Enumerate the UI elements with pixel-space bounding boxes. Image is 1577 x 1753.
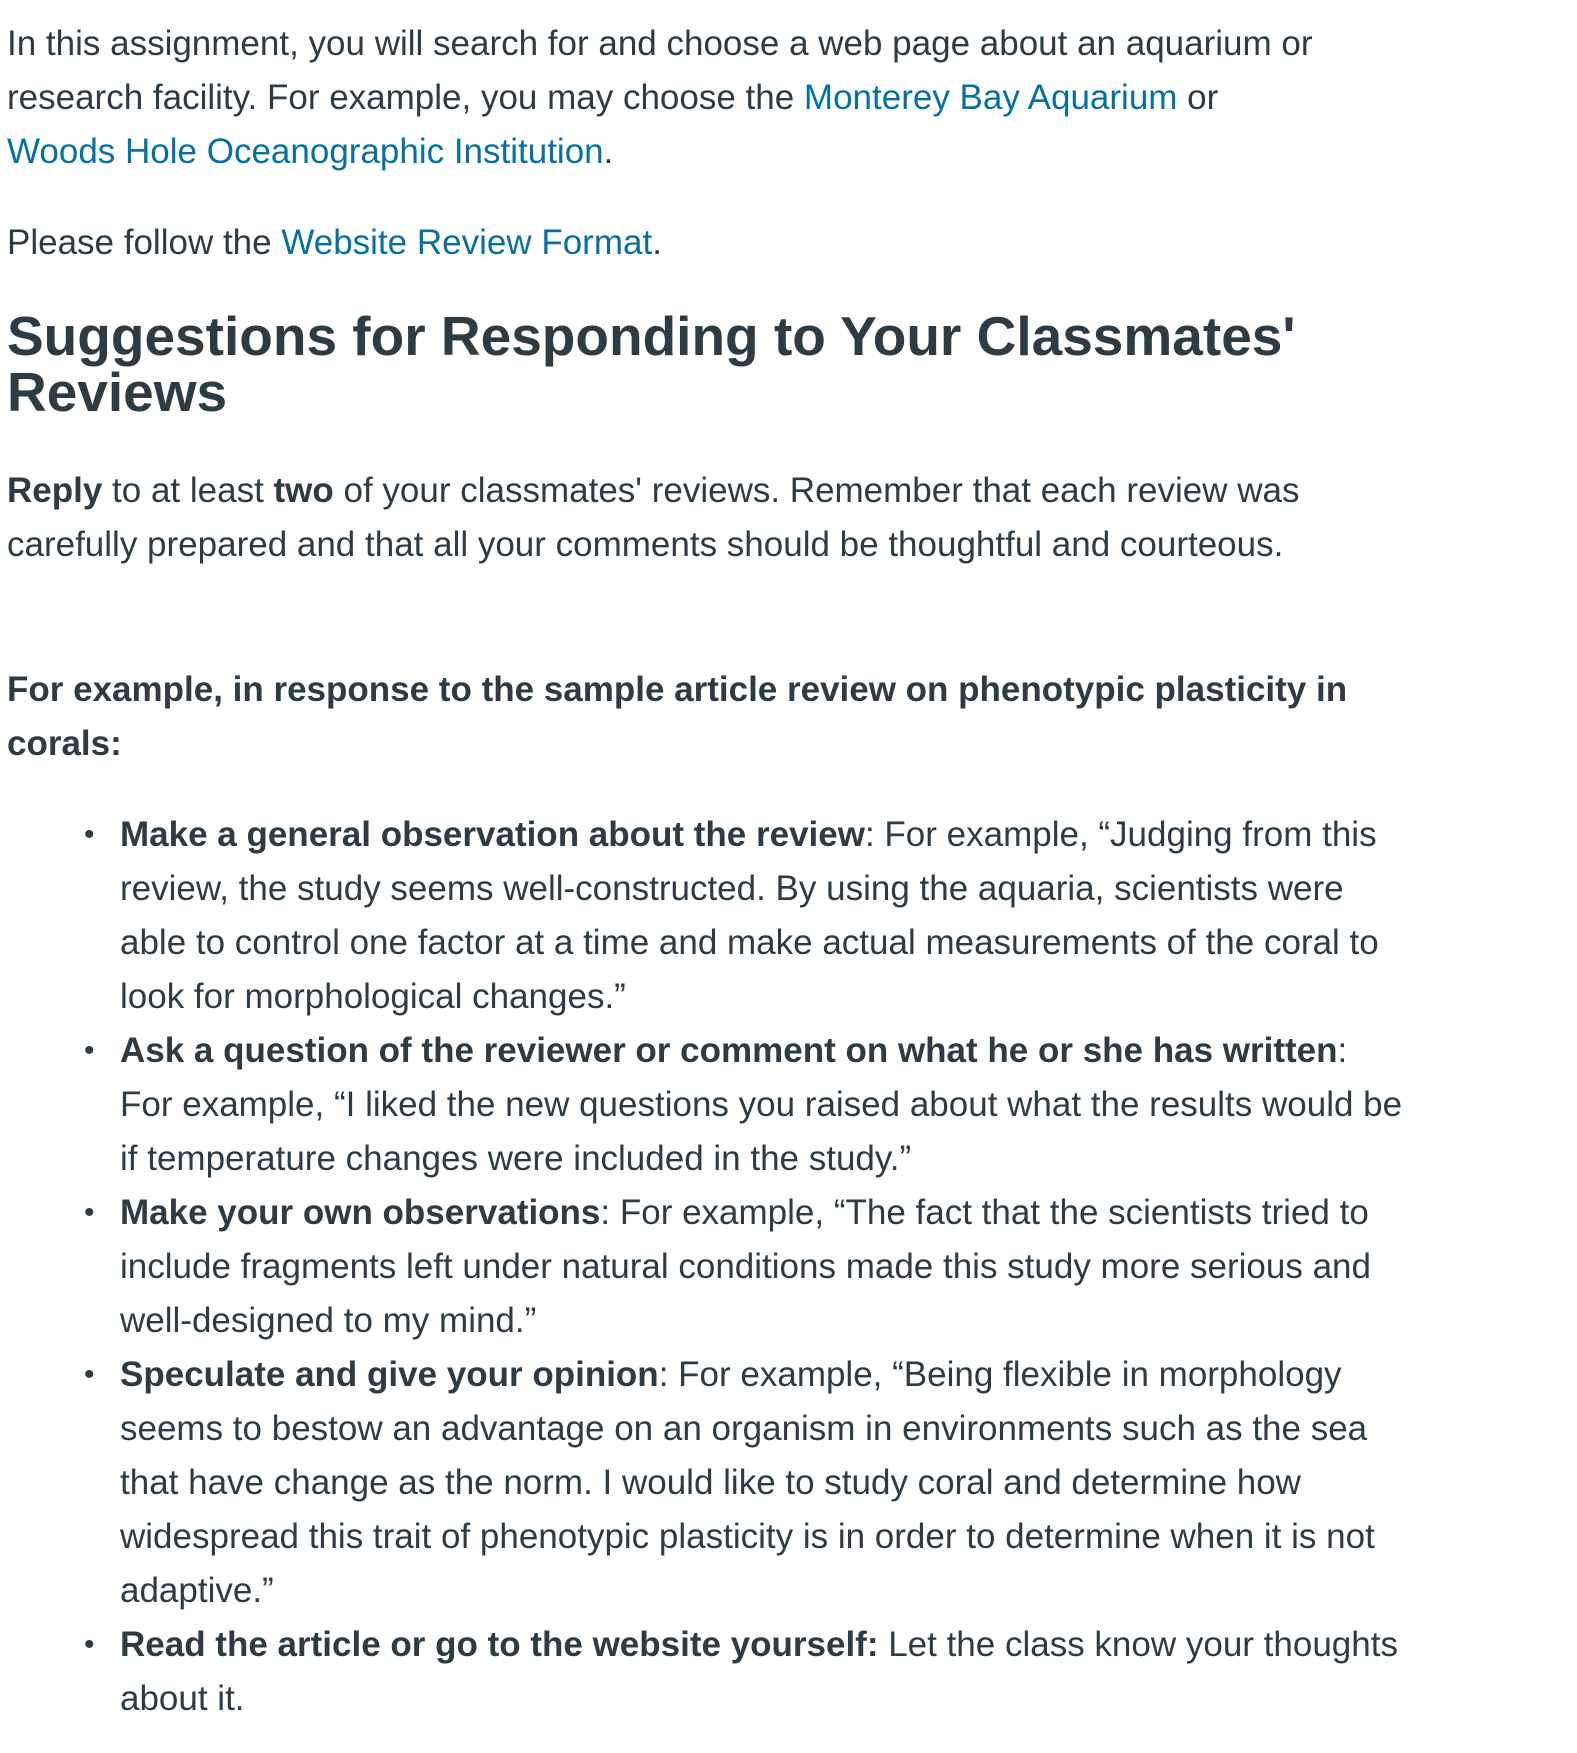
suggestion-separator: :	[864, 815, 875, 854]
list-item	[84, 1618, 1407, 1726]
intro-text-1: In this assignment, you will search for and choose a web page about an aquarium or research facility. For example, you may choose the	[7, 24, 1313, 117]
bullet-icon: •	[84, 1034, 95, 1067]
section-heading: Suggestions for Responding to Your Classmates' Reviews	[7, 305, 1296, 423]
bullet-icon: •	[84, 1196, 95, 1229]
example-intro: For example, in response to the sample article review on phenotypic plasticity in corals:	[7, 670, 1348, 763]
reply-bold: Reply	[7, 471, 103, 510]
woods-hole-link[interactable]: Woods Hole Oceanographic Institution	[7, 132, 604, 171]
suggestion-title: Make a general observation about the review	[120, 815, 865, 854]
suggestion-title: Read the article or go to the website yourself:	[120, 1625, 879, 1664]
suggestion-text: For example, “Being flexible in morphology seems to bestow an advantage on an organism in environments such as the sea that have change as the norm. I would like to study coral and determine how widespread this trait of phenotypic plasticity is in order to determine when it is not adaptive.”	[120, 1355, 1375, 1610]
intro-paragraph	[7, 17, 1407, 179]
reply-paragraph	[7, 464, 1407, 572]
suggestion-title: Make your own observations	[120, 1193, 601, 1232]
suggestion-text: For example, “I liked the new questions you raised about what the results would be if temperature changes were included in the study.”	[120, 1085, 1403, 1178]
suggestion-separator: :	[658, 1355, 669, 1394]
format-text-2: .	[652, 223, 662, 262]
suggestions-list	[7, 808, 1407, 1726]
reply-text-2: of your classmates' reviews. Remember that each review was carefully prepared and that all your comments should be thoughtful and courteous.	[7, 471, 1300, 564]
bullet-icon: •	[84, 818, 95, 851]
suggestion-separator: :	[1337, 1031, 1348, 1070]
suggestion-text: For example, “Judging from this review, the study seems well-constructed. By using the aquaria, scientists were able to control one factor at a time and make actual measurements of the coral to look for morphological changes.”	[120, 815, 1379, 1016]
reply-text-1: to at least	[102, 471, 274, 510]
suggestion-title: Ask a question of the reviewer or comment on what he or she has written	[120, 1031, 1338, 1070]
suggestion-text: For example, “The fact that the scientists tried to include fragments left under natural conditions made this study more serious and well-designed to my mind.”	[120, 1193, 1371, 1340]
monterey-bay-aquarium-link[interactable]: Monterey Bay Aquarium	[803, 78, 1178, 117]
intro-text-2: or	[1177, 78, 1219, 117]
suggestion-separator: :	[600, 1193, 611, 1232]
list-item	[84, 1348, 1407, 1618]
reply-count-bold: two	[273, 471, 334, 510]
list-item	[84, 1186, 1407, 1348]
list-item	[84, 1024, 1407, 1186]
format-text-1: Please follow the	[7, 223, 282, 262]
suggestion-text: Let the class know your thoughts about it.	[120, 1625, 1398, 1718]
bullet-icon: •	[84, 1358, 95, 1391]
format-paragraph	[7, 216, 1407, 270]
website-review-format-link[interactable]: Website Review Format	[281, 223, 653, 262]
suggestion-title: Speculate and give your opinion	[120, 1355, 659, 1394]
bullet-icon: •	[84, 1628, 95, 1661]
list-item	[84, 808, 1407, 1024]
intro-text-3: .	[603, 132, 614, 171]
